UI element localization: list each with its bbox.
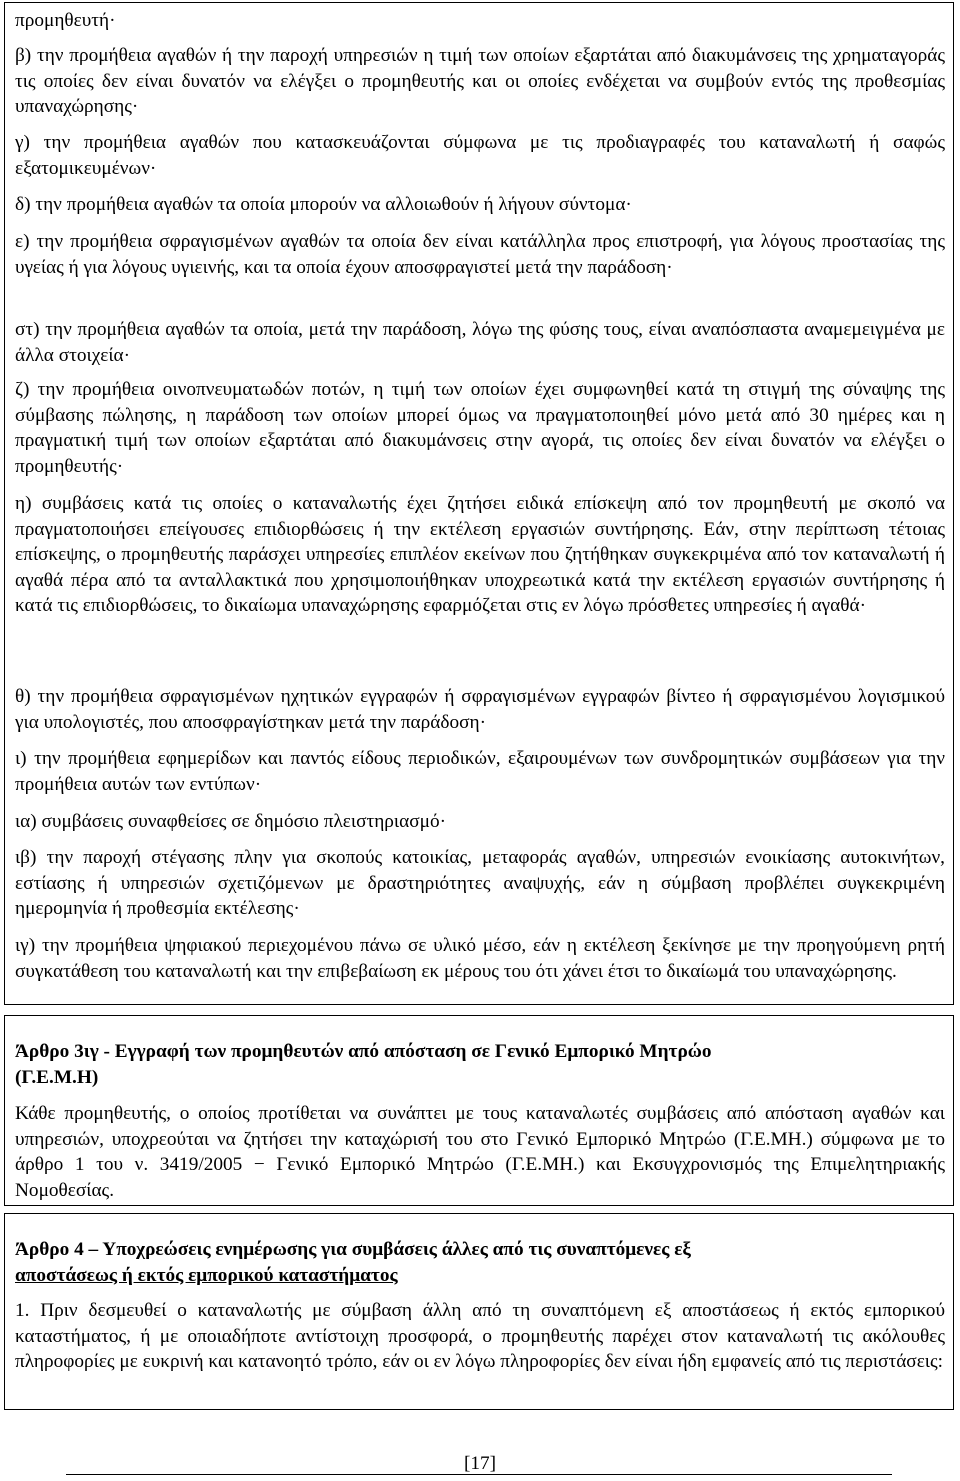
paragraph-d: δ) την προμήθεια αγαθών τα οποία μπορούν να αλλοιωθούν ή λήγουν σύντομα· <box>15 194 632 215</box>
article-4-heading-line1: Άρθρο 4 – Υποχρεώσεις ενημέρωσης για συμβάσεις άλλες από τις συναπτόμενες εξ <box>15 1239 692 1260</box>
exceptions-section <box>4 2 954 1005</box>
paragraph-intro: προμηθευτή· <box>15 10 116 31</box>
paragraph-i: η) συμβάσεις κατά τις οποίες ο καταναλωτής έχει ζητήσει ειδικά επίσκεψη από τον προμηθευτή με σκοπό να πραγματοποιήσει επείγουσες επιδιορθώσεις ή την εκτέλεση εργασιών συντήρησης. Εάν, στην περίπτωση τέτοιας επίσκεψης, ο προμηθευτής παράσχει υπηρεσίες επιπλέον εκείνων που ζητήθηκαν συγκεκριμένα από τον καταναλωτή ή αγαθά πέρα από τα ανταλλακτικά που χρησιμοποιήθηκαν υποχρεωτικά κατά την εκτέλεση εργασιών συντήρησης ή κατά τις επιδιορθώσεις, το δικαίωμα υπαναχώρησης εφαρμόζεται στις εν λόγω πρόσθετες υπηρεσίες ή αγαθά· <box>15 493 945 616</box>
article-3ig-heading-line1: Άρθρο 3ιγ - Εγγραφή των προμηθευτών από απόσταση σε Γενικό Εμπορικό Μητρώο <box>15 1041 712 1062</box>
article-3ig-heading-line2: (Γ.Ε.Μ.Η) <box>15 1067 99 1088</box>
article-4-section <box>4 1213 954 1410</box>
paragraph-z: ζ) την προμήθεια οινοπνευματωδών ποτών, η τιμή των οποίων έχει συμφωνηθεί κατά τη στιγμή της σύναψης της σύμβασης πώλησης, η παράδοση των οποίων μπορεί όμως να πραγματοποιηθεί μόνο μετά από 30 ημέρες και η πραγματική τιμή των οποίων εξαρτάται από διακυμάνσεις στην αγορά, τις οποίες δεν είναι δυνατόν να ελέγξει ο προμηθευτής· <box>15 379 945 477</box>
paragraph-e: ε) την προμήθεια σφραγισμένων αγαθών τα οποία δεν είναι κατάλληλα προς επιστροφή, για λόγους προστασίας της υγείας ή για λόγους υγιεινής, και τα οποία έχουν αποσφραγιστεί μετά την παράδοση· <box>15 231 945 278</box>
footer-rule <box>66 1474 892 1475</box>
paragraph-ia: ια) συμβάσεις συναφθείσες σε δημόσιο πλειστηριασμό· <box>15 811 447 832</box>
paragraph-ib: ιβ) την παροχή στέγασης πλην για σκοπούς κατοικίας, μεταφοράς αγαθών, υπηρεσιών ενοικίασης αυτοκινήτων, εστίασης ή υπηρεσιών σχετιζόμενων με δραστηριότητες αναψυχής, εάν η σύμβαση προβλέπει συγκεκριμένη ημερομηνία ή προθεσμία εκτέλεσης· <box>15 847 945 919</box>
paragraph-th: θ) την προμήθεια σφραγισμένων ηχητικών εγγραφών ή σφραγισμένων εγγραφών βίντεο ή σφραγισμένου λογισμικού για υπολογιστές, που αποσφραγίστηκαν μετά την παράδοση· <box>15 686 945 733</box>
article-3ig-section <box>4 1015 954 1206</box>
paragraph-iota: ι) την προμήθεια εφημερίδων και παντός είδους περιοδικών, εξαιρουμένων των συνδρομητικών συμβάσεων για την προμήθεια αυτών των εντύπων· <box>15 748 945 795</box>
paragraph-b: β) την προμήθεια αγαθών ή την παροχή υπηρεσιών η τιμή των οποίων εξαρτάται από διακυμάνσεις της χρηματαγοράς τις οποίες δεν είναι δυνατόν να ελέγξει ο προμηθευτής και οι οποίες ενδέχεται να συμβούν εντός της προθεσμίας υπαναχώρησης· <box>15 45 945 117</box>
paragraph-ig: ιγ) την προμήθεια ψηφιακού περιεχομένου πάνω σε υλικό μέσο, εάν η εκτέλεση ξεκίνησε με την προηγούμενη ρητή συγκατάθεση του καταναλωτή και την επιβεβαίωση εκ μέρους του ότι χάνει έτσι το δικαίωμά του υπαναχώρησης. <box>15 935 945 982</box>
article-4-body: 1. Πριν δεσμευθεί ο καταναλωτής με σύμβαση άλλη από τη συναπτόμενη εξ αποστάσεως ή εκτός εμπορικού καταστήματος, ή με οποιαδήποτε αντίστοιχη προσφορά, ο προμηθευτής παρέχει στον καταναλωτή τις ακόλουθες πληροφορίες με ευκρινή και κατανοητό τρόπο, εάν οι εν λόγω πληροφορίες δεν είναι ήδη εμφανείς από τις περιστάσεις: <box>15 1300 945 1372</box>
article-3ig-body: Κάθε προμηθευτής, ο οποίος προτίθεται να συνάπτει με τους καταναλωτές συμβάσεις από απόσταση αγαθών και υπηρεσιών, υποχρεούται να ζητήσει την καταχώρισή του στο Γενικό Εμπορικό Μητρώο (Γ.Ε.ΜΗ.) σύμφωνα με το άρθρο 1 του ν. 3419/2005 − Γενικό Εμπορικό Μητρώο (Γ.Ε.ΜΗ.) και Εκσυγχρονισμός της Επιμελητηριακής Νομοθεσίας. <box>15 1103 945 1201</box>
page-number: [17] <box>463 1453 497 1474</box>
paragraph-c: γ) την προμήθεια αγαθών που κατασκευάζονται σύμφωνα με τις προδιαγραφές του καταναλωτή ή σαφώς εξατομικευμένων· <box>15 132 945 179</box>
paragraph-st: στ) την προμήθεια αγαθών τα οποία, μετά την παράδοση, λόγω της φύσης τους, είναι αναπόσπαστα αναμεμειγμένα με άλλα στοιχεία· <box>15 319 945 366</box>
article-4-heading-line2: αποστάσεως ή εκτός εμπορικού καταστήματος <box>15 1265 398 1286</box>
